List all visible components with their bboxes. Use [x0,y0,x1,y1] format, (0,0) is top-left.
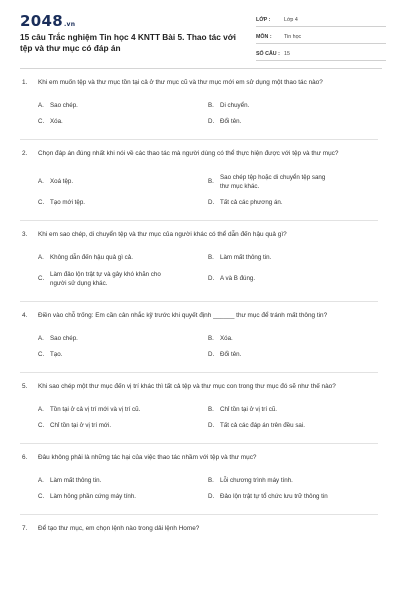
option-letter: A. [38,254,44,262]
option-letter: A. [38,477,44,485]
option-a[interactable] [38,177,208,187]
option-row [38,266,380,292]
answer-options [22,331,380,363]
meta-row-subject [256,31,386,44]
document-header [0,0,400,62]
question-divider [20,139,378,140]
option-text: Xóa. [220,335,233,343]
question-divider [20,301,378,302]
option-text: Tất cả các đáp án trên đều sai. [220,422,305,430]
option-row [38,98,380,114]
meta-label: MÔN : [256,34,272,40]
option-letter: B. [208,406,214,414]
option-text: Làm đảo lộn trật tự và gây khó khăn cho người sử dụng khác. [50,270,161,287]
question-stem [22,149,380,159]
option-text: Làm hỏng phần cứng máy tính. [50,493,137,501]
option-row [38,169,380,195]
question-text: Để tạo thư mục, em chọn lệnh nào trong dải lệnh Home? [38,525,200,532]
question-number: 6. [22,454,28,461]
header-divider [20,68,382,69]
option-text: Chỉ tồn tại ở vị trí cũ. [220,406,278,414]
option-d[interactable] [208,492,378,502]
option-c[interactable] [38,350,208,360]
option-b[interactable] [208,101,378,111]
option-d[interactable] [208,274,378,284]
question-number: 1. [22,79,28,86]
answer-options [22,402,380,434]
option-a[interactable] [38,253,208,263]
question-number: 4. [22,312,28,319]
meta-panel [256,14,386,65]
option-text: Sao chép tệp hoặc di chuyển tệp sang thư mục khác. [220,173,326,190]
option-row [38,473,380,489]
option-text: Chỉ tồn tại ở vị trí mới. [50,422,112,430]
option-row [38,114,380,130]
option-text: Làm mất thông tin. [50,477,102,485]
answer-options [22,250,380,292]
question-divider [20,514,378,515]
question-text: Điền vào chỗ trống: Em cần cân nhắc kỹ trước khi quyết định ______ thư mục để tránh mất thông tin? [38,312,328,319]
meta-label: LỚP : [256,17,271,23]
option-b[interactable] [208,253,378,263]
question-1 [0,78,400,130]
meta-value: 15 [284,51,290,57]
option-c[interactable] [38,492,208,502]
logo-main: 2048 [20,12,63,30]
meta-row-count [256,48,386,61]
question-number: 5. [22,383,28,390]
option-letter: C. [38,422,45,430]
option-text: Tất cả các phương án. [220,199,283,207]
answer-options [22,473,380,505]
question-text: Chọn đáp án đúng nhất khi nói về các thao tác mà người dùng có thể thực hiện được với tệp và thư mục? [38,150,339,157]
option-d[interactable] [208,421,378,431]
option-b[interactable] [208,405,378,415]
option-b[interactable] [208,334,378,344]
option-letter: B. [208,102,214,110]
option-text: Tạo. [50,351,63,359]
option-b[interactable] [208,173,378,192]
question-stem [22,78,380,88]
option-text: Xoá tệp. [50,178,74,186]
question-7 [0,524,400,534]
question-stem [22,311,380,321]
option-b[interactable] [208,476,378,486]
option-letter: A. [38,406,44,414]
option-letter: D. [208,422,215,430]
option-letter: B. [208,477,214,485]
option-a[interactable] [38,476,208,486]
option-row [38,195,380,211]
option-c[interactable] [38,117,208,127]
option-text: Tạo mới tệp. [50,199,86,207]
option-text: Sao chép. [50,102,78,110]
question-list [0,78,400,534]
option-text: Đảo lộn trật tự tổ chức lưu trữ thông tin [220,493,328,501]
option-text: Xóa. [50,118,63,126]
option-letter: A. [38,178,44,186]
option-text: Tồn tại ở cả vị trí mới và vị trí cũ. [50,406,141,414]
option-letter: C. [38,118,45,126]
question-stem [22,453,380,463]
meta-value: Tin học [284,34,302,40]
document-title: 15 câu Trắc nghiệm Tin học 4 KNTT Bài 5. Thao tác với tệp và thư mục có đáp án [20,32,236,53]
option-text: Di chuyển. [220,102,250,110]
question-6 [0,453,400,505]
option-letter: A. [38,102,44,110]
question-2 [0,149,400,211]
question-number: 7. [22,525,28,532]
option-letter: D. [208,493,215,501]
option-text: Không dẫn đến hậu quả gì cả. [50,254,133,262]
option-c[interactable] [38,198,208,208]
question-stem [22,382,380,392]
option-text: Sao chép. [50,335,78,343]
option-letter: B. [208,254,214,262]
option-letter: B. [208,178,214,186]
question-text: Khi em sao chép, di chuyển tệp và thư mục của người khác có thể dẫn đến hậu quả gì? [38,231,287,238]
question-divider [20,443,378,444]
answer-options [22,169,380,211]
option-row [38,347,380,363]
option-text: Làm mất thông tin. [220,254,272,262]
option-letter: C. [38,199,45,207]
question-stem [22,230,380,240]
option-letter: C. [38,275,45,283]
option-row [38,402,380,418]
option-row [38,331,380,347]
question-text: Đâu không phải là những tác hại của việc thao tác nhầm với tệp và thư mục? [38,454,257,461]
option-c[interactable] [38,270,208,289]
meta-label: SỐ CÂU : [256,51,280,57]
option-letter: D. [208,275,215,283]
option-letter: D. [208,351,215,359]
option-a[interactable] [38,334,208,344]
option-letter: D. [208,118,215,126]
option-text: Đổi tên. [220,351,242,359]
option-c[interactable] [38,421,208,431]
logo-suffix: .vn [63,21,76,28]
question-number: 2. [22,150,28,157]
option-letter: A. [38,335,44,343]
option-d[interactable] [208,350,378,360]
question-stem [22,524,380,534]
option-row [38,418,380,434]
option-letter: C. [38,493,45,501]
option-row [38,489,380,505]
option-letter: D. [208,199,215,207]
option-a[interactable] [38,405,208,415]
meta-value: Lớp 4 [284,17,298,23]
option-d[interactable] [208,198,378,208]
option-letter: C. [38,351,45,359]
question-number: 3. [22,231,28,238]
question-4 [0,311,400,363]
option-letter: B. [208,335,214,343]
option-text: Đổi tên. [220,118,242,126]
option-d[interactable] [208,117,378,127]
option-a[interactable] [38,101,208,111]
question-divider [20,372,378,373]
meta-row-grade [256,14,386,27]
question-text: Khi em muốn tệp và thư mục tồn tại cả ở thư mục cũ và thư mục mới em sử dụng một thao tác nào? [38,79,323,86]
option-text: Lỗi chương trình máy tính. [220,477,293,485]
question-5 [0,382,400,434]
question-text: Khi sao chép một thư mục đến vị trí khác thì tất cả tệp và thư mục con trong thư mục đó sẽ như thế nào? [38,383,336,390]
question-3 [0,230,400,292]
option-text: A và B đúng. [220,275,256,283]
answer-options [22,98,380,130]
option-row [38,250,380,266]
question-divider [20,220,378,221]
